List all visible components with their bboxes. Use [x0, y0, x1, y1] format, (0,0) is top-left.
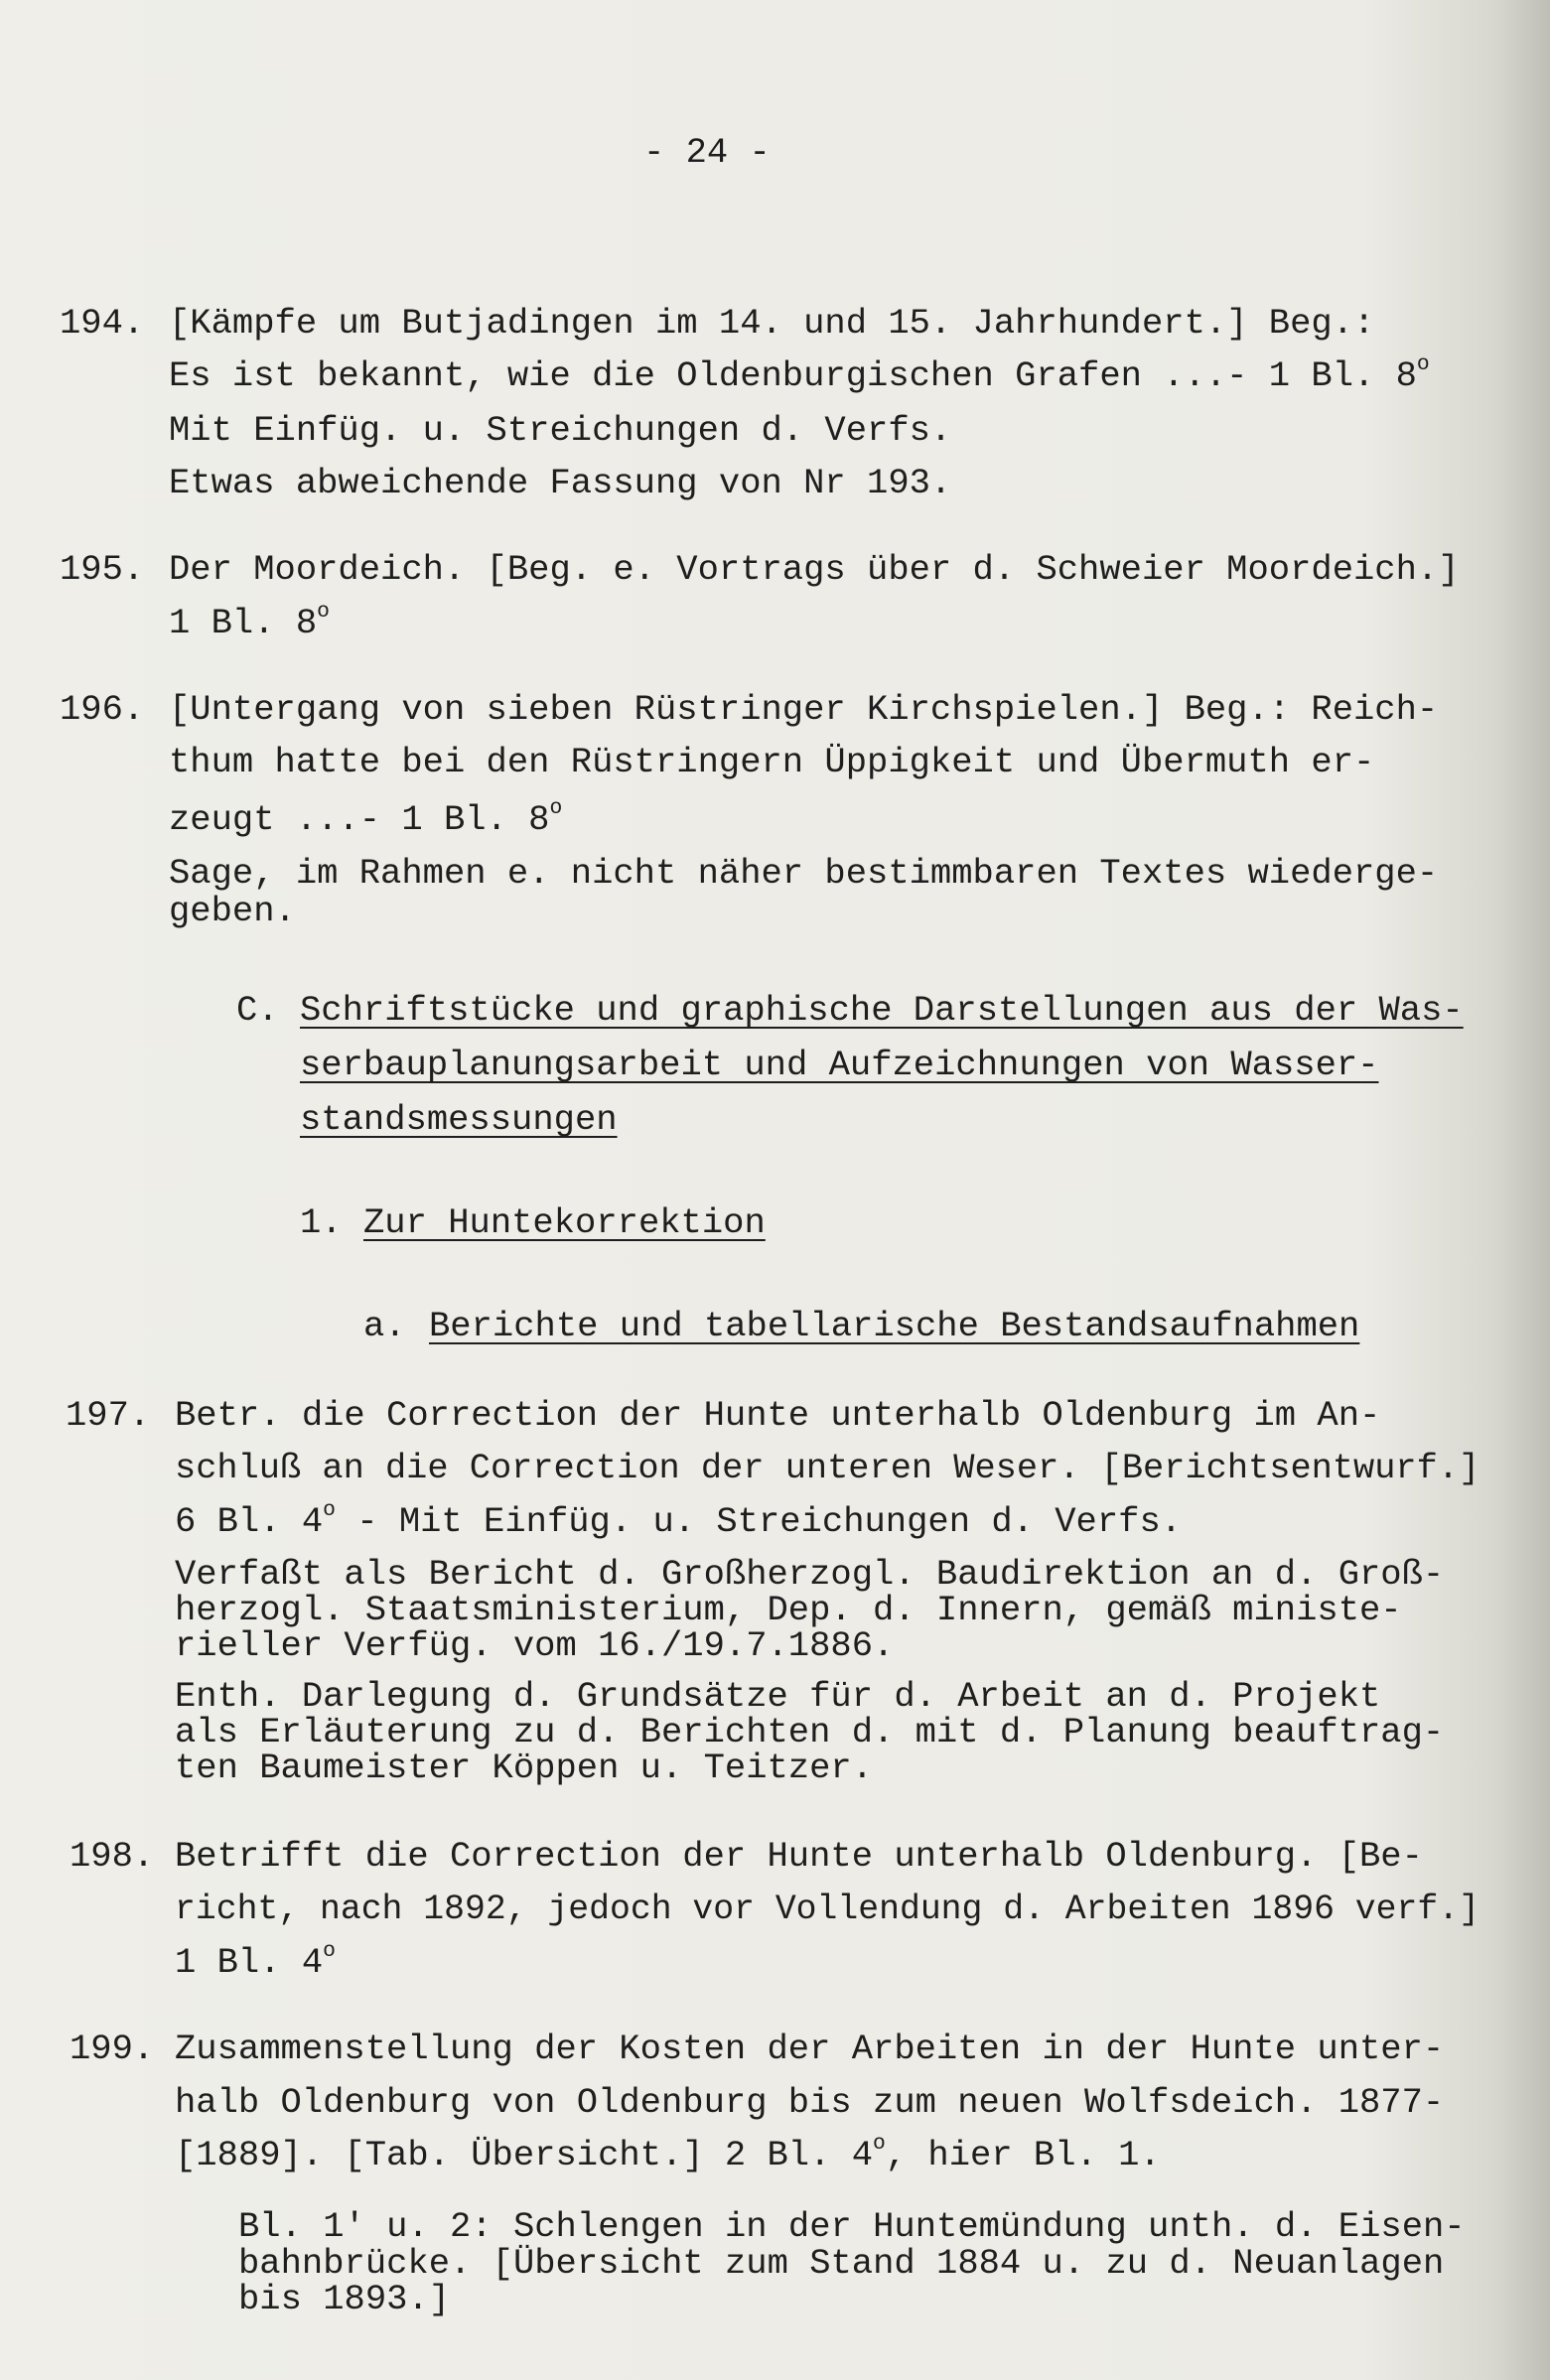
entry-197-line: herzogl. Staatsministerium, Dep. d. Innern, gemäß ministe-	[175, 1590, 1402, 1630]
entry-199-line: [1889]. [Tab. Übersicht.] 2 Bl. 4$^o$, hier Bl. 1.	[175, 2132, 1161, 2175]
subsection-a-label: a.	[363, 1306, 406, 1346]
superscript-o: o	[323, 1498, 336, 1523]
entry-199-line: bahnbrücke. [Übersicht zum Stand 1884 u. zu d. Neuanlagen	[238, 2243, 1445, 2284]
entry-199-line: halb Oldenburg von Oldenburg bis zum neuen Wolfsdeich. 1877-	[175, 2082, 1445, 2123]
entry-195-line: Der Moordeich. [Beg. e. Vortrags über d. Schweier Moordeich.]	[169, 549, 1460, 590]
section-c-title-line: standsmessungen	[300, 1099, 618, 1140]
subsection-1-title: Zur Huntekorrektion	[363, 1202, 766, 1243]
entry-196-line: geben.	[169, 891, 296, 931]
entry-194-line: [Kämpfe um Butjadingen im 14. und 15. Jahrhundert.] Beg.:	[169, 303, 1375, 344]
entry-197-line: Betr. die Correction der Hunte unterhalb Oldenburg im An-	[175, 1395, 1381, 1436]
entry-197-line: Enth. Darlegung d. Grundsätze für d. Arbeit an d. Projekt	[175, 1676, 1381, 1717]
entry-194-line: Es ist bekannt, wie die Oldenburgischen Grafen ...- 1 Bl. 8$^o$	[169, 352, 1430, 396]
superscript-o: o	[549, 796, 563, 821]
entry-number-194: 194.	[60, 303, 145, 344]
entry-197-line: Verfaßt als Bericht d. Großherzogl. Baudirektion an d. Groß-	[175, 1554, 1445, 1595]
entry-number-197: 197.	[66, 1395, 151, 1436]
entry-196-line: thum hatte bei den Rüstringern Üppigkeit und Übermuth er-	[169, 742, 1375, 782]
entry-195-line: 1 Bl. 8$^o$	[169, 600, 330, 643]
entry-196-line: Sage, im Rahmen e. nicht näher bestimmbaren Textes wiederge-	[169, 853, 1439, 894]
entry-number-195: 195.	[60, 549, 145, 590]
superscript-o: o	[873, 2132, 886, 2157]
entry-196-line: zeugt ...- 1 Bl. 8$^o$	[169, 796, 563, 840]
entry-194-line: Mit Einfüg. u. Streichungen d. Verfs.	[169, 410, 952, 451]
superscript-o: o	[323, 1939, 336, 1964]
entry-199-line: Zusammenstellung der Kosten der Arbeiten in der Hunte unter-	[175, 2029, 1445, 2069]
superscript-o: o	[317, 600, 330, 625]
entry-197-line: 6 Bl. 4$^o$ - Mit Einfüg. u. Streichungen d. Verfs.	[175, 1498, 1183, 1542]
entry-number-196: 196.	[60, 689, 145, 730]
entry-197-line: rieller Verfüg. vom 16./19.7.1886.	[175, 1625, 895, 1666]
entry-194-line: Etwas abweichende Fassung von Nr 193.	[169, 463, 952, 503]
section-c-title-line: serbauplanungsarbeit und Aufzeichnungen von Wasser-	[300, 1045, 1379, 1085]
entry-197-line: als Erläuterung zu d. Berichten d. mit d. Planung beauftrag-	[175, 1712, 1445, 1752]
entry-198-line: Betrifft die Correction der Hunte unterhalb Oldenburg. [Be-	[175, 1836, 1423, 1877]
section-c-label: C.	[236, 990, 279, 1031]
entry-199-line: Bl. 1' u. 2: Schlengen in der Huntemündung unth. d. Eisen-	[238, 2206, 1466, 2247]
superscript-o: o	[1416, 352, 1430, 377]
subsection-1-label: 1.	[300, 1202, 343, 1243]
entry-number-199: 199.	[70, 2029, 155, 2069]
entry-199-line: bis 1893.]	[238, 2279, 451, 2319]
entry-198-line: 1 Bl. 4$^o$	[175, 1939, 336, 1983]
subsection-a-title: Berichte und tabellarische Bestandsaufnahmen	[429, 1306, 1360, 1346]
entry-197-line: ten Baumeister Köppen u. Teitzer.	[175, 1748, 874, 1788]
section-c-title-line: Schriftstücke und graphische Darstellungen aus der Was-	[300, 990, 1464, 1031]
entry-198-line: richt, nach 1892, jedoch vor Vollendung d. Arbeiten 1896 verf.]	[175, 1889, 1480, 1929]
page-edge-shadow	[1506, 0, 1550, 2380]
page-number: - 24 -	[643, 132, 771, 173]
entry-196-line: [Untergang von sieben Rüstringer Kirchspielen.] Beg.: Reich-	[169, 689, 1439, 730]
entry-number-198: 198.	[70, 1836, 155, 1877]
entry-197-line: schluß an die Correction der unteren Weser. [Berichtsentwurf.]	[175, 1448, 1480, 1488]
